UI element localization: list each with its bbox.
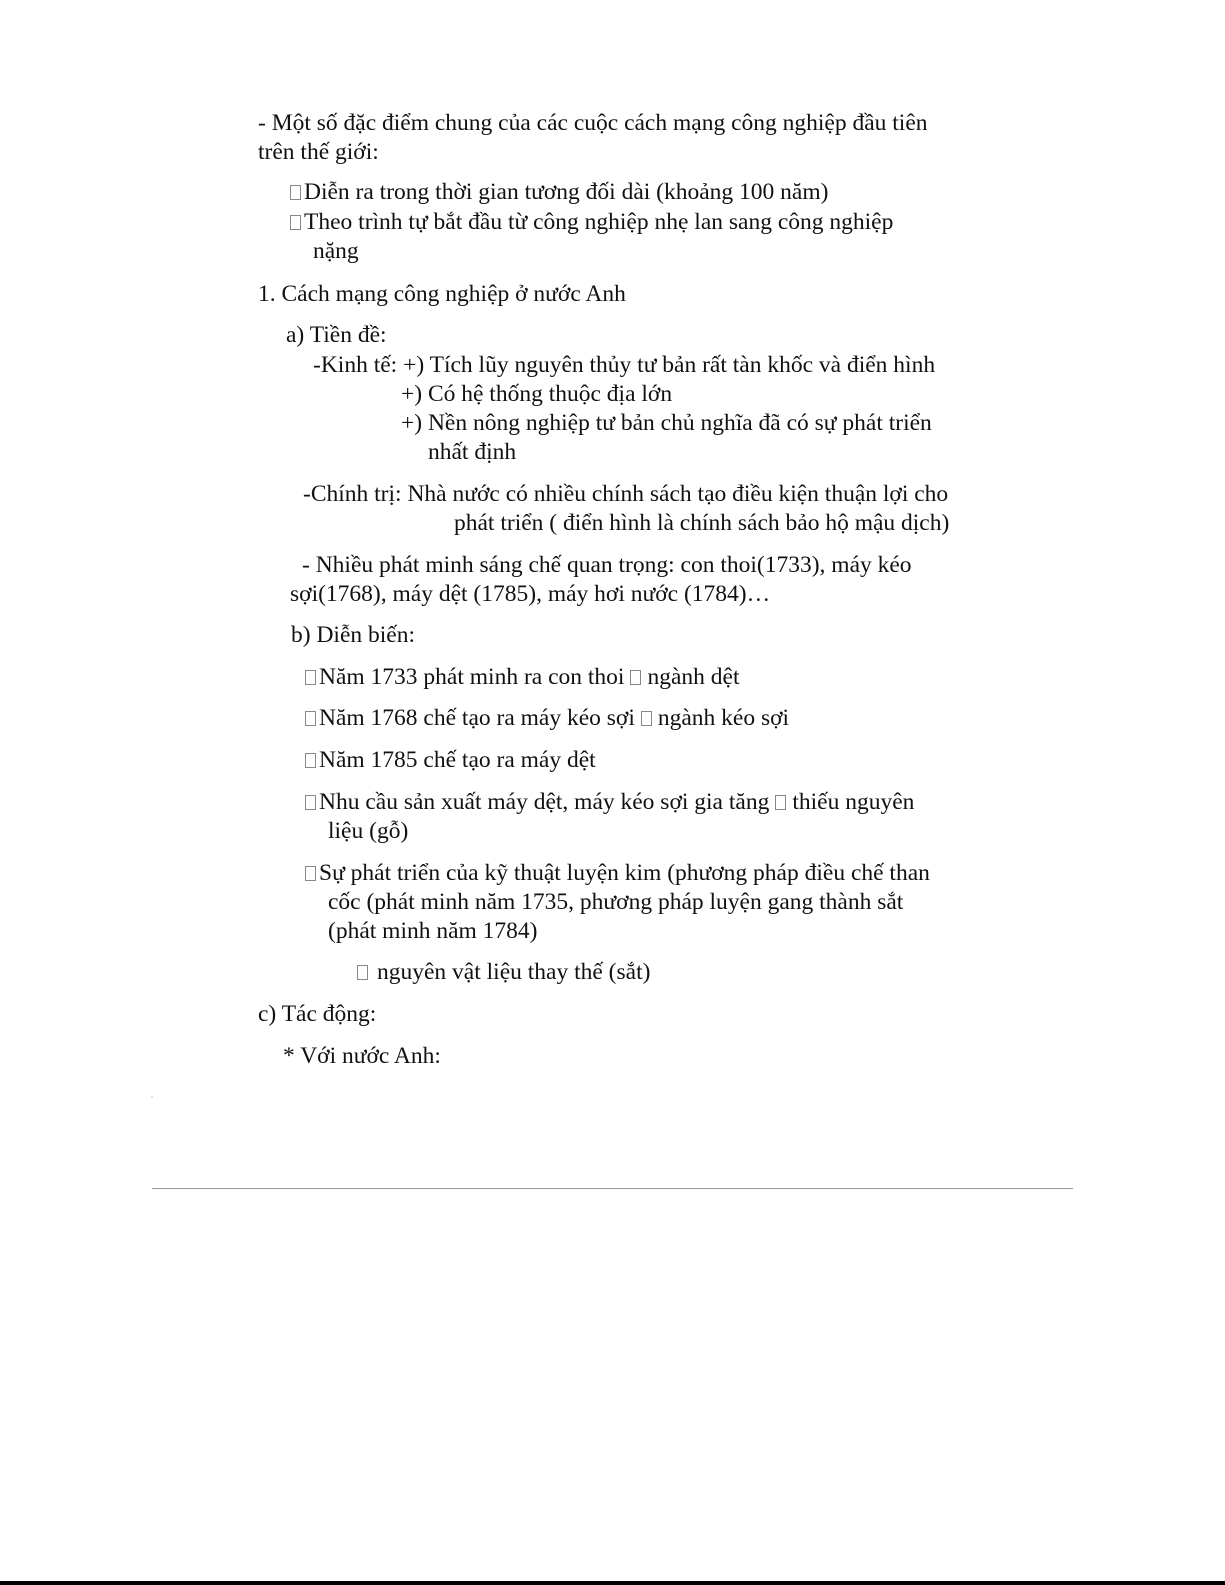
page-bottom-border [0, 1581, 1225, 1585]
impact-sub-label: * Với nước Anh: [283, 1043, 441, 1069]
intro-line-2: trên thế giới: [258, 139, 379, 165]
intro-bullet-2-cont: nặng [313, 238, 359, 264]
section-heading: 1. Cách mạng công nghiệp ở nước Anh [258, 281, 626, 307]
progress-item-5: Sự phát triển của kỹ thuật luyện kim (phương pháp điều chế than [305, 858, 930, 888]
scan-speck [151, 1096, 153, 1098]
arrow-box-icon [775, 795, 786, 810]
economy-line-1: -Kinh tế: +) Tích lũy nguyên thủy tư bản rất tàn khốc và điển hình [313, 352, 936, 378]
bullet-box-icon [305, 795, 316, 810]
progress-item-1: Năm 1733 phát minh ra con thoi ngành dệt [305, 662, 739, 692]
progress-item-5-cont-1: cốc (phát minh năm 1735, phương pháp luyện gang thành sắt [328, 889, 904, 915]
bullet-box-icon [305, 670, 316, 685]
bullet-box-icon [305, 753, 316, 768]
premise-label: a) Tiền đề: [286, 322, 387, 348]
arrow-box-icon [630, 670, 641, 685]
progress-label: b) Diễn biến: [291, 622, 415, 648]
bullet-box-icon [290, 185, 301, 200]
impact-label: c) Tác động: [258, 1001, 377, 1027]
progress-item-4: Nhu cầu sản xuất máy dệt, máy kéo sợi gia tăng thiếu nguyên [305, 787, 914, 817]
bullet-box-icon [305, 711, 316, 726]
economy-line-3: +) Nền nông nghiệp tư bản chủ nghĩa đã có sự phát triển [401, 410, 932, 436]
progress-item-6: nguyên vật liệu thay thế (sắt) [357, 957, 650, 987]
progress-item-3: Năm 1785 chế tạo ra máy dệt [305, 745, 596, 775]
bullet-box-icon [305, 866, 316, 881]
economy-line-2: +) Có hệ thống thuộc địa lớn [401, 381, 673, 407]
intro-bullet-2: Theo trình tự bắt đầu từ công nghiệp nhẹ lan sang công nghiệp [290, 207, 893, 237]
progress-item-2: Năm 1768 chế tạo ra máy kéo sợi ngành kéo sợi [305, 703, 789, 733]
intro-bullet-1: Diễn ra trong thời gian tương đối dài (khoảng 100 năm) [290, 177, 828, 207]
politics-line: -Chính trị: Nhà nước có nhiều chính sách tạo điều kiện thuận lợi cho [303, 481, 949, 507]
inventions-line: - Nhiều phát minh sáng chế quan trọng: con thoi(1733), máy kéo [302, 552, 912, 578]
arrow-box-icon [641, 711, 652, 726]
inventions-line-cont: sợi(1768), máy dệt (1785), máy hơi nước (1784)… [290, 581, 771, 607]
economy-line-3-cont: nhất định [428, 439, 517, 465]
progress-item-4-cont: liệu (gỗ) [328, 818, 409, 844]
politics-line-cont: phát triển ( điển hình là chính sách bảo hộ mậu dịch) [454, 510, 950, 536]
bullet-box-icon [290, 215, 301, 230]
arrow-box-icon [357, 965, 368, 980]
page-divider [152, 1188, 1073, 1189]
intro-line-1: - Một số đặc điểm chung của các cuộc cách mạng công nghiệp đầu tiên [258, 110, 928, 136]
progress-item-5-cont-2: (phát minh năm 1784) [328, 918, 538, 944]
